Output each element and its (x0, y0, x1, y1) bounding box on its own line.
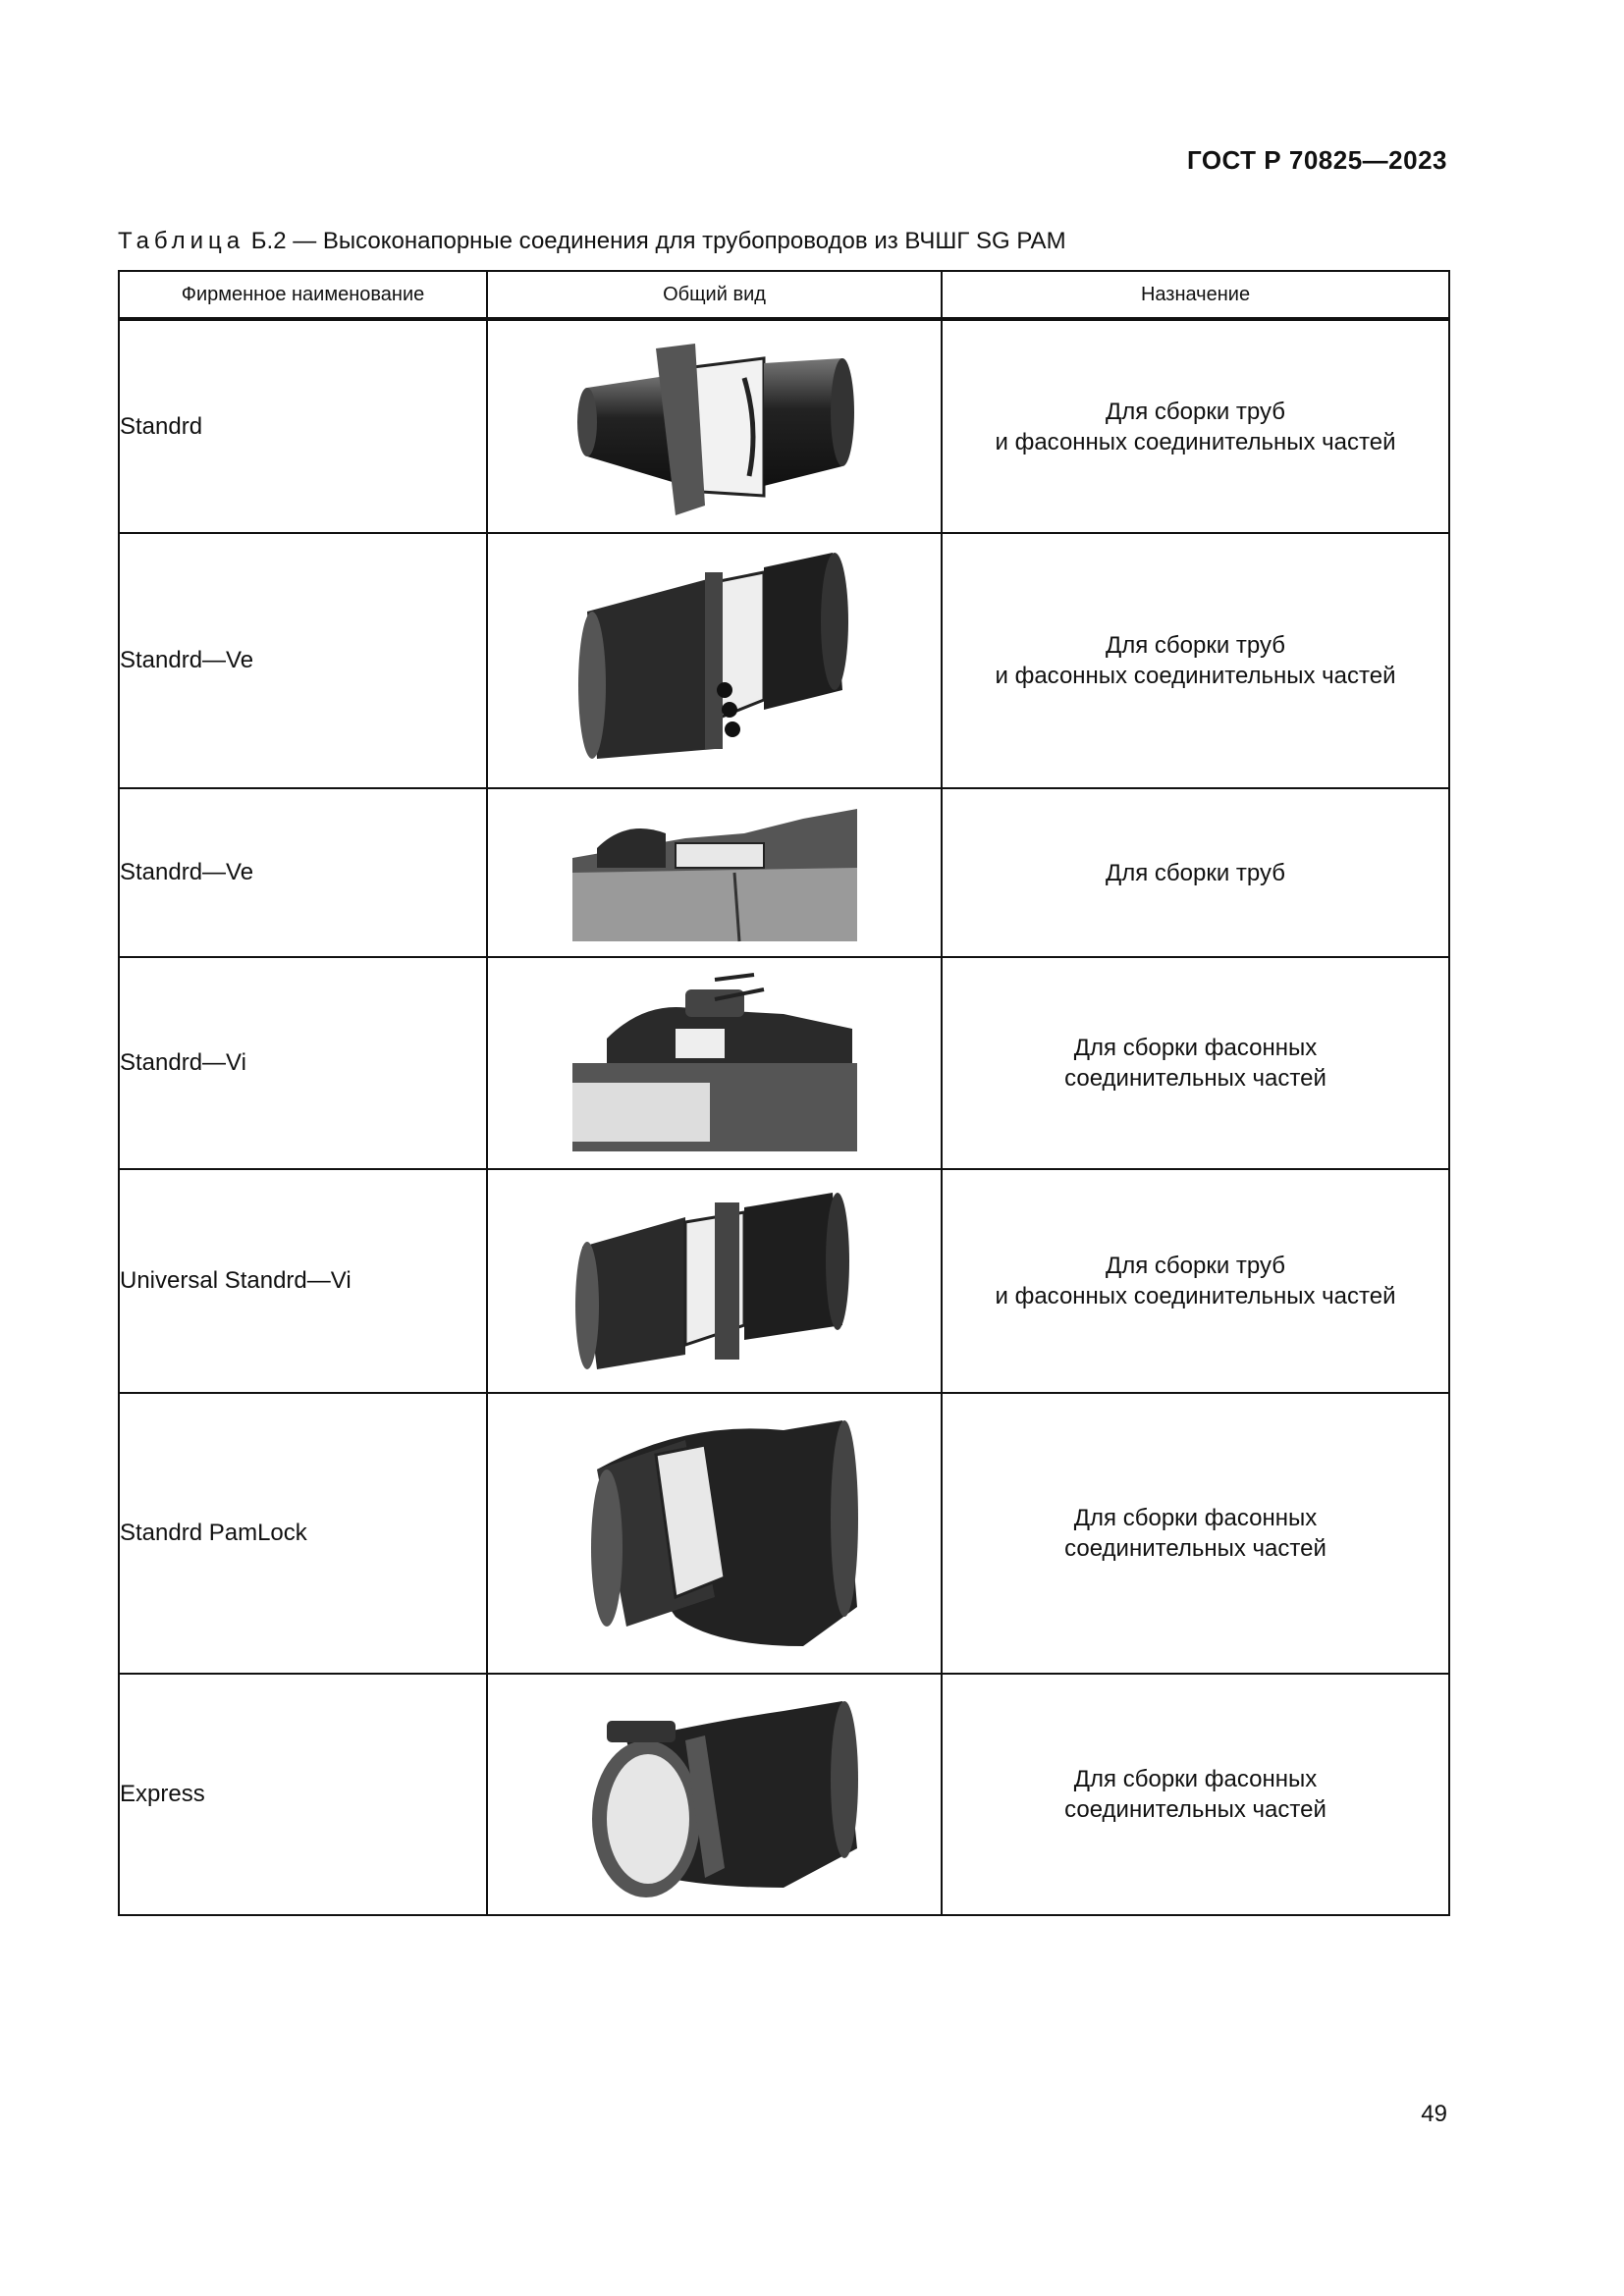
purpose-line: Для сборки фасонных (1073, 1505, 1318, 1531)
purpose-line: Для сборки труб (1105, 1253, 1286, 1279)
table-row (119, 1674, 1449, 1915)
row-name: Standrd—Ve (119, 788, 487, 957)
column-header-view: Общий вид (487, 271, 942, 319)
table-caption-label: Таблица (118, 228, 245, 254)
purpose-line: Для сборки труб (1105, 398, 1286, 425)
row-name: Universal Standrd—Vi (119, 1169, 487, 1393)
row-name: Standrd—Ve (119, 533, 487, 788)
purpose-line: Для сборки фасонных (1073, 1766, 1318, 1792)
purpose-line: соединительных частей (1064, 1065, 1326, 1092)
row-purpose (942, 788, 1449, 957)
table-row (119, 533, 1449, 788)
pamlock-bend-illustration (568, 1401, 862, 1666)
purpose-line: и фасонных соединительных частей (995, 663, 1396, 689)
express-bend-illustration (568, 1682, 862, 1907)
row-name: Standrd—Vi (119, 957, 487, 1169)
column-header-name: Фирменное наименование (119, 271, 487, 319)
purpose-line: соединительных частей (1064, 1796, 1326, 1823)
table-row (119, 1169, 1449, 1393)
row-view (487, 1674, 942, 1915)
row-purpose (942, 1674, 1449, 1915)
joint-cross-section-illustration (568, 799, 862, 946)
purpose-line: Для сборки фасонных (1073, 1035, 1318, 1061)
row-purpose (942, 533, 1449, 788)
standard-designation: ГОСТ Р 70825—2023 (1186, 145, 1447, 175)
row-view (487, 1169, 942, 1393)
purpose-line: и фасонных соединительных частей (995, 1283, 1396, 1309)
page-number: 49 (1421, 2101, 1447, 2127)
column-header-purpose: Назначение (942, 271, 1449, 319)
table-header-row (119, 271, 1449, 319)
push-on-joint-illustration (568, 329, 862, 525)
purpose-line: соединительных частей (1064, 1535, 1326, 1562)
purpose-line: и фасонных соединительных частей (995, 428, 1396, 455)
row-view (487, 788, 942, 957)
row-name: Standrd PamLock (119, 1393, 487, 1674)
row-view (487, 957, 942, 1169)
table-row (119, 788, 1449, 957)
table-row (119, 1393, 1449, 1674)
row-purpose (942, 1393, 1449, 1674)
universal-joint-illustration (568, 1178, 862, 1384)
row-name: Standrd (119, 319, 487, 533)
row-purpose (942, 1169, 1449, 1393)
row-view (487, 319, 942, 533)
row-purpose (942, 957, 1449, 1169)
bolted-joint-cross-section-illustration (568, 970, 862, 1156)
purpose-line: Для сборки труб (1105, 859, 1286, 886)
purpose-line: Для сборки труб (1105, 632, 1286, 659)
bolted-ring-joint-illustration (568, 543, 862, 778)
row-purpose (942, 319, 1449, 533)
row-view (487, 1393, 942, 1674)
table-caption (118, 228, 1066, 255)
row-view (487, 533, 942, 788)
table-row (119, 957, 1449, 1169)
table-row (119, 319, 1449, 533)
connections-table (118, 270, 1450, 1916)
table-caption-text: Б.2 — Высоконапорные соединения для трубопроводов из ВЧШГ SG PAM (244, 228, 1066, 254)
row-name: Express (119, 1674, 487, 1915)
